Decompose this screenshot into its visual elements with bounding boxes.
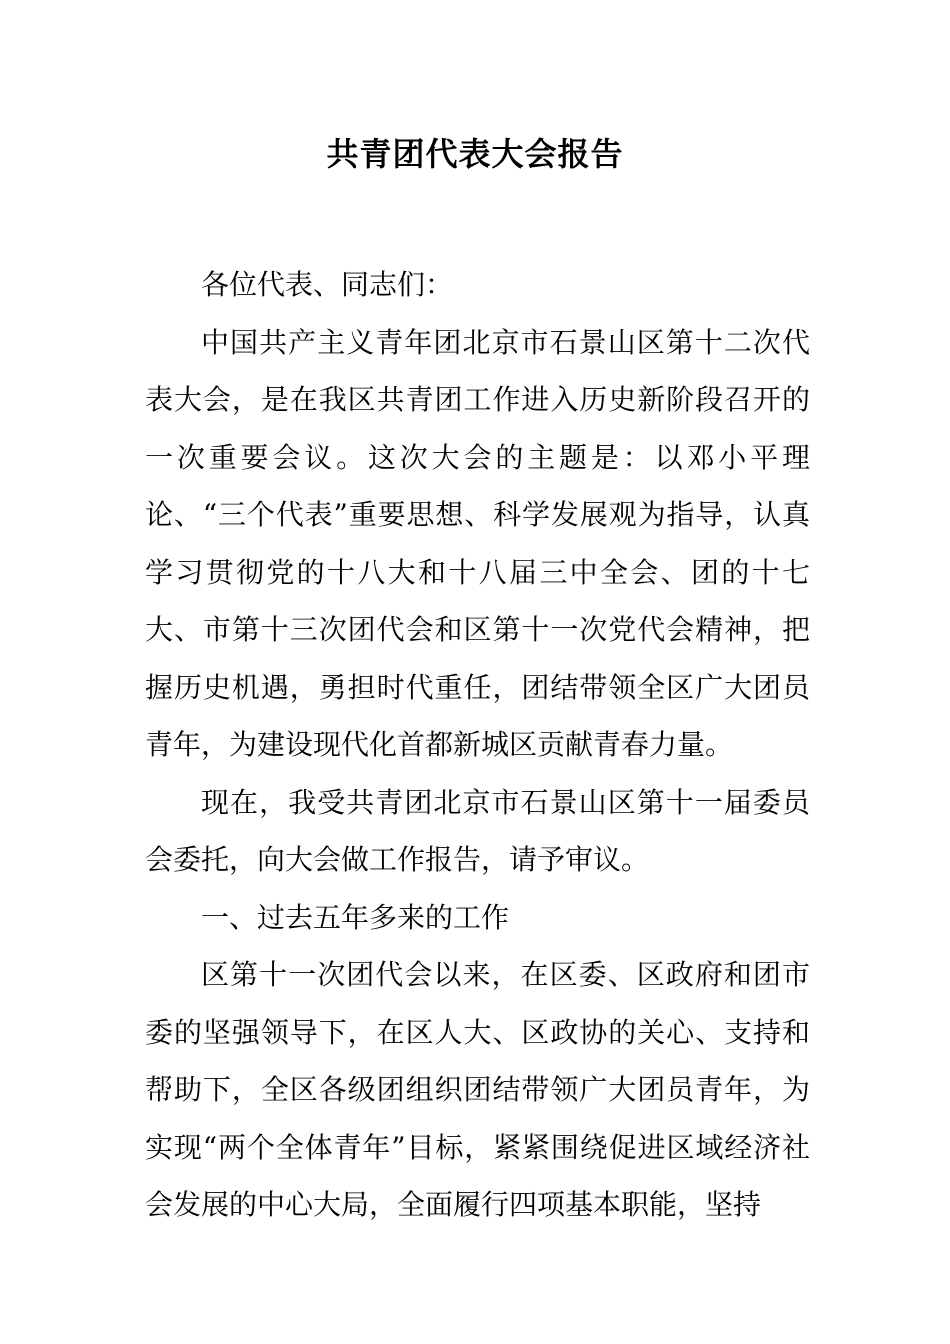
- salutation-paragraph: 各位代表、同志们：: [201, 268, 454, 301]
- section-heading: 一、过去五年多来的工作: [201, 900, 510, 934]
- body-paragraph: 中国共产主义青年团北京市石景山区第十二次代表大会，是在我区共青团工作进入历史新阶段召开的一次重要会议。这次大会的主题是：以邓小平理论、“三个代表”重要思想、科学发展观为指导，认真学习贯彻党的十八大和十八届三中全会、团的十七大、市第十三次团代会和区第十一次党代会精神，把握历史机遇，勇担时代重任，团结带领全区广大团员青年，为建设现代化首都新城区贡献青春力量。: [145, 325, 810, 761]
- body-paragraph: 现在，我受共青团北京市石景山区第十一届委员会委托，向大会做工作报告，请予审议。: [145, 785, 810, 876]
- document-body: [145, 256, 810, 1234]
- body-paragraph: 区第十一次团代会以来，在区委、区政府和团市委的坚强领导下，在区人大、区政协的关心、支持和帮助下，全区各级团组织团结带领广大团员青年，为实现“两个全体青年”目标，紧紧围绕促进区域经济社会发展的中心大局，全面履行四项基本职能，坚持: [145, 958, 810, 1221]
- document-title: 共青团代表大会报告: [326, 135, 624, 173]
